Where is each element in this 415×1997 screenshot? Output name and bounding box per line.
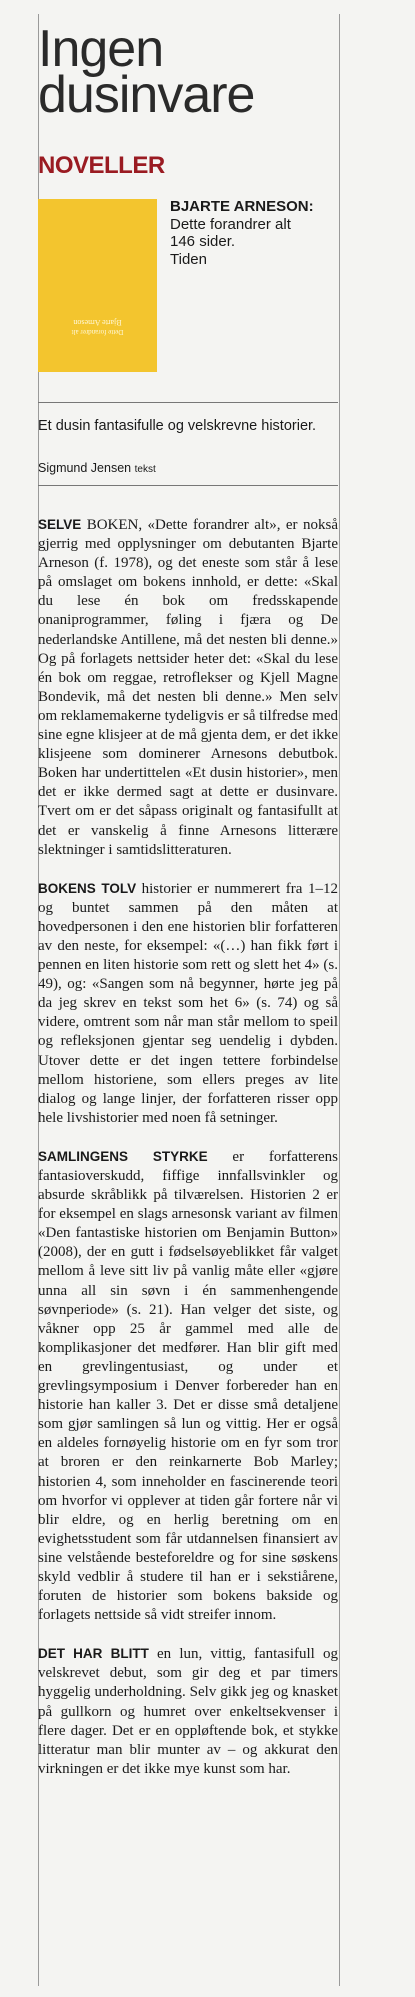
headline-line-1: Ingen [38,20,164,78]
book-cover-author: Bjarte Arneson [73,318,122,327]
factbox-author: BJARTE ARNESON: [170,198,314,215]
paragraph-text: er forfatterens fantasioverskudd, fiffige innfallsvinkler og absurde skråblikk på tilværelsen. Historien 2 er for eksempel en slags arnesonsk variant av filmen «Den fantastiske historien om Benjamin Button» (2008), der en gutt i fødselsøyeblikket får valget mellom å leve sitt liv på vanlig måte eller «gjøre unna all sin søvn i én sammenhengende søvnperiode» (s. 21). Han velger det siste, og våkner opp 25 år gammel med alle de komplikasjoner det medfører. Han blir gift med en grevlingentusiast, og under et grevlingsymposium i Denver forbereder han en historie han kaller 3. Det er disse små detaljene som gjør samlingen så lun og vittig. Her er også en aldeles fornøyelig historie om en fyr som tror at broren er den reinkarnerte Bob Marley; historien 4, som inneholder en fascinerende teori om hvorfor vi opplever at tiden går fortere når vi blir eldre, og en herlig beretning om en evighetsstudent som får utdannelsen finansiert av sine velstående besteforeldre og for sine søskens skyld vedblir å studere til han er i sekstiårene, foruten de historier som bokens bakside og forlagets nettside så vidt streifer innom. [38,1148,339,1624]
paragraph-lead: SAMLINGENS STYRKE [38,1148,208,1164]
body-paragraph [38,515,338,860]
book-factbox [170,198,340,268]
divider-top [38,402,338,403]
byline-name: Sigmund Jensen [38,461,132,475]
byline [38,460,338,478]
book-cover [38,199,157,372]
paragraph-lead: BOKENS TOLV [38,880,137,896]
paragraph-lead: DET HAR BLITT [38,1646,149,1662]
body-paragraph [38,879,338,1128]
headline-line-2: dusinvare [38,66,255,124]
factbox-publisher: Tiden [170,250,207,268]
paragraph-text: en lun, vittig, fantasifull og velskrevet debut, som gir deg et par timers hyggelig underholdning. Selv gikk jeg og knasket på gullkorn og humret over enkeltsekvenser i flere dager. Det er en oppløftende bok, et stykke litteratur man blir munter av – og akkurat den virkningen er det ikke mye kunst som har. [38,1646,338,1777]
divider-byline [38,485,338,486]
byline-role: tekst [134,464,156,475]
ingress: Et dusin fantasifulle og velskrevne historier. [38,418,317,434]
factbox-pages: 146 sider. [170,233,236,250]
paragraph-lead: SELVE [38,517,82,532]
paragraph-text: historier er nummerert fra 1–12 og buntet sammen på den måten at hovedpersonen i den ene historien blir forfatteren av den neste, for eksempel: «(…) han fikk ført i pennen en liten historie som rett og slett het 4» (s. 49), og: «Sangen som nå begynner, hørte jeg på da jeg skrev en tekst som het 6» (s. 74) og så videre, omtrent som når man står mellom to speil og refleksjonen gjentar seg uendelig i dybden. Utover dette er det ingen tettere forbindelse mellom historiene, som ellers preges av lite dialog og lange linjer, der forfatteren risser opp hele livshistorier med noen få setninger. [38,880,338,1126]
factbox-title: Dette forandrer alt [170,215,291,233]
body-paragraph [38,1147,338,1625]
headline [38,20,338,124]
body-paragraph [38,1644,338,1779]
genre-kicker: NOVELLER [38,152,165,179]
book-cover-title: Dette forandrer alt [71,328,124,336]
article-body [38,515,338,1798]
paragraph-text: BOKEN, «Dette forandrer alt», er nokså gjerrig med opplysninger om debutanten Bjarte Arneson (f. 1978), og det eneste som står å lese på omslaget om bokens innhold, er dette: «Skal du lese én bok om fredsskapende onaniprogrammer, føling i fjæra og De nederlandske Antillene, må det nesten bli denne.» Og på forlagets nettsider heter det: «Skal du lese én bok om reggae, retroflekser og Kjell Magne Bondevik, må det nesten bli denne.» Men selv om reklamemakerne tydeligvis er så tilfredse med sine egne klisjeer at de må gjenta dem, er det ikke klisjeene som dominerer Arnesons debutbok. Boken har undertittelen «Et dusin historier», men det er ikke dermed sagt at dette er dusinvare. Tvert om er det såpass originalt og fantasifullt at det er vanskelig å finne Arnesons litterære slektninger i samtidslitteraturen. [38,517,338,858]
